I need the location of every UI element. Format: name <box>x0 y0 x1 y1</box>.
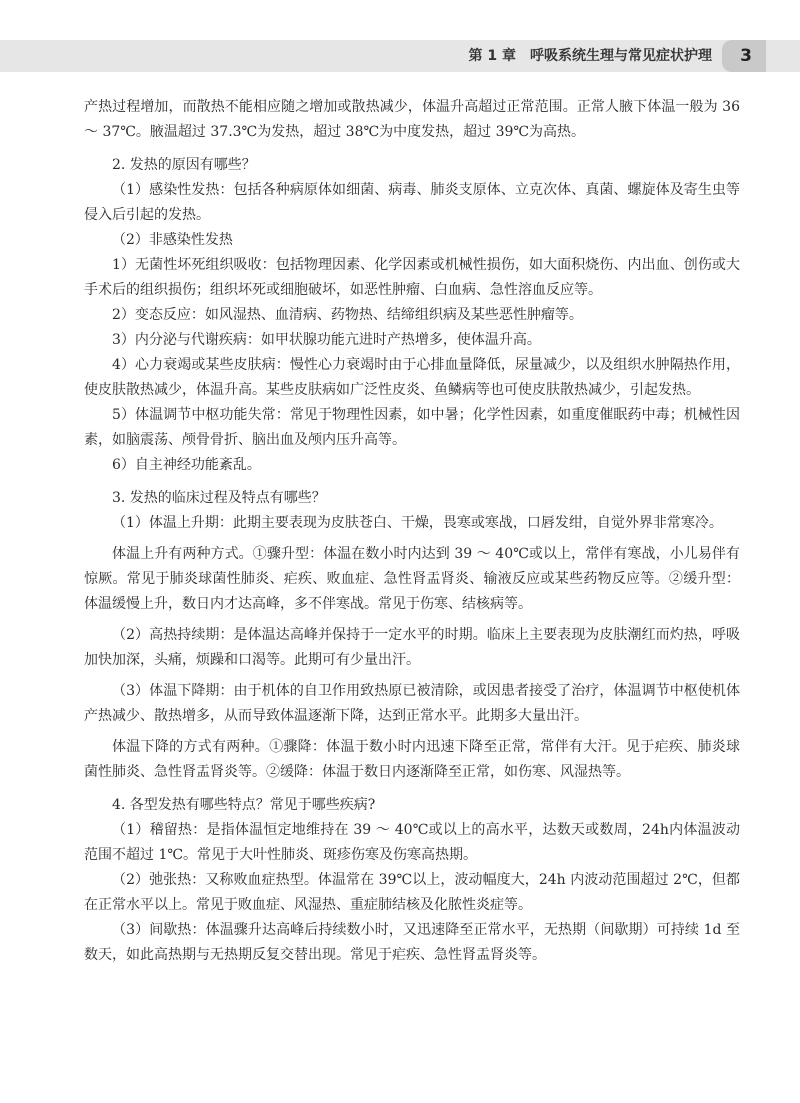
paragraph: （3）体温下降期：由于机体的自卫作用致热原已被清除，或因患者接受了治疗，体温调节中枢使机体产热减少、散热增多，从而导致体温逐渐下降，达到正常水平。此期多大量出汗。 <box>84 683 740 724</box>
paragraph: 体温上升有两种方式。①骤升型：体温在数小时内达到 39 ～ 40℃或以上，常伴有寒战，小儿易伴有惊厥。常见于肺炎球菌性肺炎、疟疾、败血症、急性肾盂肾炎、输液反应或某些药物反应等。②缓升型：体温缓慢上升，数日内才达高峰，多不伴寒战。常见于伤寒、结核病等。 <box>84 546 740 612</box>
paragraph: 产热过程增加，而散热不能相应随之增加或散热减少，体温升高超过正常范围。正常人腋下体温一般为 36 ～ 37℃。腋温超过 37.3℃为发热，超过 38℃为中度发热，超过 39℃为高热。 <box>84 99 740 140</box>
chapter-title: 第 1 章 呼吸系统生理与常见症状护理 <box>468 48 712 64</box>
paragraph: 6）自主神经功能紊乱。 <box>112 457 261 473</box>
page-number: 3 <box>740 46 752 66</box>
question-heading: 3. 发热的临床过程及特点有哪些？ <box>112 490 326 506</box>
question-heading: 2. 发热的原因有哪些？ <box>112 157 256 173</box>
paragraph: 体温下降的方式有两种。①骤降：体温于数小时内迅速下降至正常，常伴有大汗。见于疟疾、肺炎球菌性肺炎、急性肾盂肾炎等。②缓降：体温于数日内逐渐降至正常，如伤寒、风湿热等。 <box>84 739 740 780</box>
paragraph: （1）感染性发热：包括各种病原体如细菌、病毒、肺炎支原体、立克次体、真菌、螺旋体及寄生虫等侵入后引起的发热。 <box>84 182 740 223</box>
page-body <box>84 95 740 968</box>
paragraph: 5）体温调节中枢功能失常：常见于物理性因素，如中暑；化学性因素，如重度催眠药中毒；机械性因素，如脑震荡、颅骨骨折、脑出血及颅内压升高等。 <box>84 407 740 448</box>
paragraph: （2）非感染性发热 <box>112 232 233 248</box>
paragraph: （2）高热持续期：是体温达高峰并保持于一定水平的时期。临床上主要表现为皮肤潮红而灼热，呼吸加快加深，头痛，烦躁和口渴等。此期可有少量出汗。 <box>84 627 740 668</box>
paragraph: （2）弛张热：又称败血症热型。体温常在 39℃以上，波动幅度大，24h 内波动范围超过 2℃，但都在正常水平以上。常见于败血症、风湿热、重症肺结核及化脓性炎症等。 <box>84 872 740 913</box>
paragraph: 3）内分泌与代谢疾病：如甲状腺功能亢进时产热增多，使体温升高。 <box>112 332 541 348</box>
paragraph: （3）间歇热：体温骤升达高峰后持续数小时，又迅速降至正常水平，无热期（间歇期）可持续 1d 至数天，如此高热期与无热期反复交替出现。常见于疟疾、急性肾盂肾炎等。 <box>84 922 740 963</box>
question-heading: 4. 各型发热有哪些特点？常见于哪些疾病? <box>112 797 376 813</box>
paragraph: 1）无菌性坏死组织吸收：包括物理因素、化学因素或机械性损伤，如大面积烧伤、内出血、创伤或大手术后的组织损伤；组织坏死或细胞破坏，如恶性肿瘤、白血病、急性溶血反应等。 <box>84 257 740 298</box>
paragraph: （1）体温上升期：此期主要表现为皮肤苍白、干燥，畏寒或寒战，口唇发绀，自觉外界非常寒冷。 <box>112 515 723 531</box>
paragraph: 2）变态反应：如风湿热、血清病、药物热、结缔组织病及某些恶性肿瘤等。 <box>112 307 583 323</box>
paragraph: （1）稽留热：是指体温恒定地维持在 39 ～ 40℃或以上的高水平，达数天或数周，24h内体温波动范围不超过 1℃。常见于大叶性肺炎、斑疹伤寒及伤寒高热期。 <box>84 822 740 863</box>
paragraph: 4）心力衰竭或某些皮肤病：慢性心力衰竭时由于心排血量降低，尿量减少，以及组织水肿隔热作用，使皮肤散热减少，体温升高。某些皮肤病如广泛性皮炎、鱼鳞病等也可使皮肤散热减少，引起发热。 <box>84 357 740 398</box>
